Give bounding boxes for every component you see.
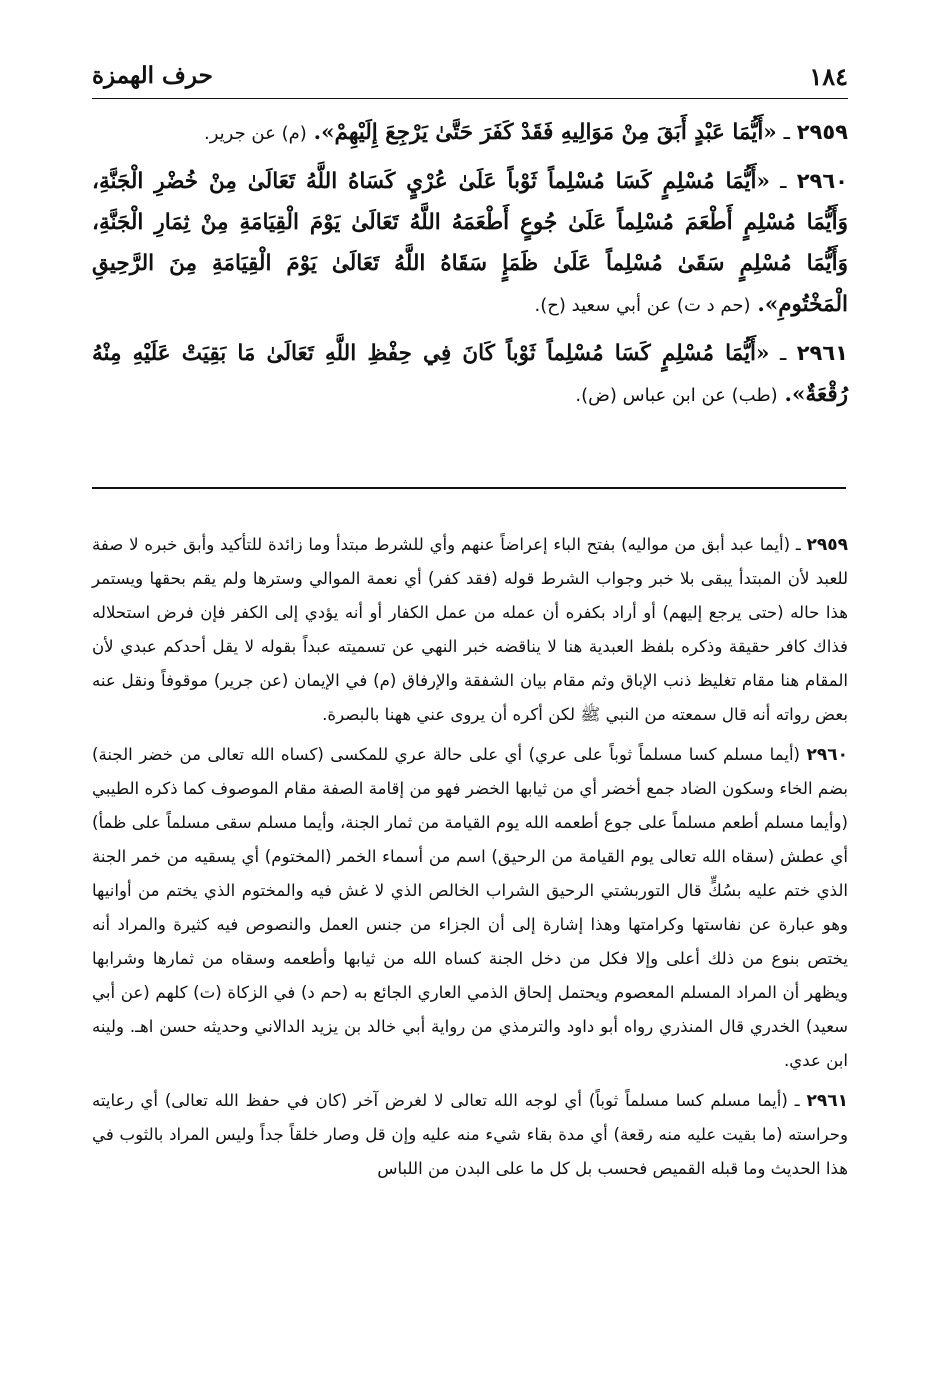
hadith-text-block [92,112,848,423]
page-number: ١٨٤ [809,62,848,91]
commentary-entry [92,1084,848,1186]
commentary-number: ٢٩٥٩ [806,535,849,555]
hadith-text: «أَيُّمَا مُسْلِمٍ كَسَا مُسْلِماً ثَوْباً عَلَىٰ عُرْيٍ كَسَاهُ اللَّهُ تَعَالَىٰ مِنْ خُضْرِ الْجَنَّةِ، وَأَيُّمَا مُسْلِمٍ أَطْعَمَ مُسْلِماً عَلَىٰ جُوعٍ أَطْعَمَهُ اللَّهُ تَعَالَىٰ يَوْمَ الْقِيَامَةِ مِنْ ثِمَارِ الْجَنَّةِ، وَأَيُّمَا مُسْلِمٍ سَقَىٰ مُسْلِماً عَلَىٰ ظَمَإٍ سَقَاهُ اللَّهُ تَعَالَىٰ يَوْمَ الْقِيَامَةِ مِنَ الرَّحِيقِ الْمَخْتُومِ». [92,169,848,317]
commentary-number: ٢٩٦١ [806,1091,848,1111]
hadith-entry: ٢٩٥٩ ـ «أَيُّمَا عَبْدٍ أَبَقَ مِنْ مَوَالِيهِ فَقَدْ كَفَرَ حَتَّىٰ يَرْجِعَ إِلَيْهِمْ». (م) عن جرير. [203,120,848,145]
footnote-separator [92,487,846,489]
commentary-entry [92,528,848,732]
hadith-number: ٢٩٦١ [796,341,849,365]
hadith-number: ٢٩٥٩ [796,120,848,144]
commentary-number: ٢٩٦٠ [806,745,849,765]
commentary-block [92,528,848,1192]
hadith-source: (م) عن جرير. [203,123,307,144]
hadith-number: ٢٩٦٠ [796,169,849,193]
commentary-text: ـ (أيما مسلم كسا مسلماً ثوباً) أي لوجه الله تعالى لا لغرض آخر (كان في حفظ الله تعالى) أي رعايته وحراسته (ما بقيت عليه منه رقعة) أي مدة بقاء شيء منه عليه وإن قل وصار خلقاً جداً وليس المراد بالثوب في هذا الحديث وما قبله القميص فحسب بل كل ما على البدن من اللباس [92,1091,848,1178]
hadith-entry: ٢٩٦٠ ـ «أَيُّمَا مُسْلِمٍ كَسَا مُسْلِماً ثَوْباً عَلَىٰ عُرْيٍ كَسَاهُ اللَّهُ تَعَالَىٰ مِنْ خُضْرِ الْجَنَّةِ، وَأَيُّمَا مُسْلِمٍ أَطْعَمَ مُسْلِماً عَلَىٰ جُوعٍ أَطْعَمَهُ اللَّهُ تَعَالَىٰ يَوْمَ الْقِيَامَةِ مِنْ ثِمَارِ الْجَنَّةِ، وَأَيُّمَا مُسْلِمٍ سَقَىٰ مُسْلِماً عَلَىٰ ظَمَإٍ سَقَاهُ اللَّهُ تَعَالَىٰ يَوْمَ الْقِيَامَةِ مِنَ الرَّحِيقِ الْمَخْتُومِ». (حم د ت) عن أبي سعيد (ح). [92,169,849,317]
hadith-source: (طب) عن ابن عباس (ض). [575,385,778,406]
hadith-text: «أَيُّمَا مُسْلِمٍ كَسَا مُسْلِماً ثَوْباً كَانَ فِي حِفْظِ اللَّهِ تَعَالَىٰ مَا بَقِيَتْ عَلَيْهِ مِنْهُ رُقْعَةٌ». [92,341,848,407]
commentary-entry [92,738,848,1078]
section-title: حرف الهمزة [92,62,213,89]
commentary-text: ـ (أيما عبد أبق من مواليه) بفتح الباء إعراضاً عنهم وأي للشرط مبتدأ وما زائدة للتأكيد وأبق خبره لا صفة للعبد لأن المبتدأ يبقى بلا خبر وجواب الشرط قوله (فقد كفر) أي نعمة الموالي وسترها ولم يقم بحقها ويستمر هذا حاله (حتى يرجع إليهم) أو أراد بكفره أن عمله من عمل الكفار أو أنه يؤدي إلى الكفر فإن فرض استحلاله فذاك كافر حقيقة وذكره بلفظ العبدية هنا لا يناقضه خبر النهي عن تسميته عبداً بقوله لا يقل أحدكم عبدي لأن المقام هنا مقام تغليظ ذنب الإباق وثم مقام بيان الشفقة والإرفاق (م) في الإيمان (عن جرير) موقوفاً ونقل عنه بعض رواته أنه قال سمعته من النبي ﷺ لكن أكره أن يروى عني ههنا بالبصرة. [92,535,848,724]
commentary-text: (أيما مسلم كسا مسلماً ثوباً على عري) أي على حالة عري للمكسى (كساه الله تعالى من خضر الجنة) بضم الخاء وسكون الضاد جمع أخضر أي من ثيابها الخضر فهو من إقامة الصفة مقام الموصوف كما ذكره الطيبي (وأيما مسلم أطعم مسلماً على جوع أطعمه الله يوم القيامة من ثمار الجنة، وأيما مسلم سقى مسلماً على ظمأ) أي عطش (سقاه الله تعالى يوم القيامة من الرحيق) اسم من أسماء الخمر (المختوم) أي يسقيه من خمر الجنة الذي ختم عليه بسُكٍّ قال التوربشتي الرحيق الشراب الخالص الذي لا غش فيه والمختوم الذي يختم من أوانيها وهو عبارة عن نفاستها وكرامتها وهذا إشارة إلى أن الجزاء من جنس العمل والنصوص فيه كثيرة والمراد أنه يختص بنوع من ذلك أعلى وإلا فكل من دخل الجنة كساه الله من ثيابها وأطعمه وسقاه من ثمارها وشرابها ويظهر أن المراد المسلم المعصوم ويحتمل إلحاق الذمي العاري الجائع به (حم د) في الزكاة (ت) كلهم (عن أبي سعيد) الخدري قال المنذري رواه أبو داود والترمذي من رواية أبي خالد بن يزيد الدالاني وحديثه حسن اهـ. ولينه ابن عدي. [92,745,848,1070]
running-header [92,58,848,99]
hadith-entry: ٢٩٦١ ـ «أَيُّمَا مُسْلِمٍ كَسَا مُسْلِماً ثَوْباً كَانَ فِي حِفْظِ اللَّهِ تَعَالَىٰ مَا بَقِيَتْ عَلَيْهِ مِنْهُ رُقْعَةٌ». (طب) عن ابن عباس (ض). [92,341,849,407]
hadith-source: (حم د ت) عن أبي سعيد (ح). [534,295,751,316]
hadith-text: «أَيُّمَا عَبْدٍ أَبَقَ مِنْ مَوَالِيهِ فَقَدْ كَفَرَ حَتَّىٰ يَرْجِعَ إِلَيْهِمْ». [313,120,777,145]
